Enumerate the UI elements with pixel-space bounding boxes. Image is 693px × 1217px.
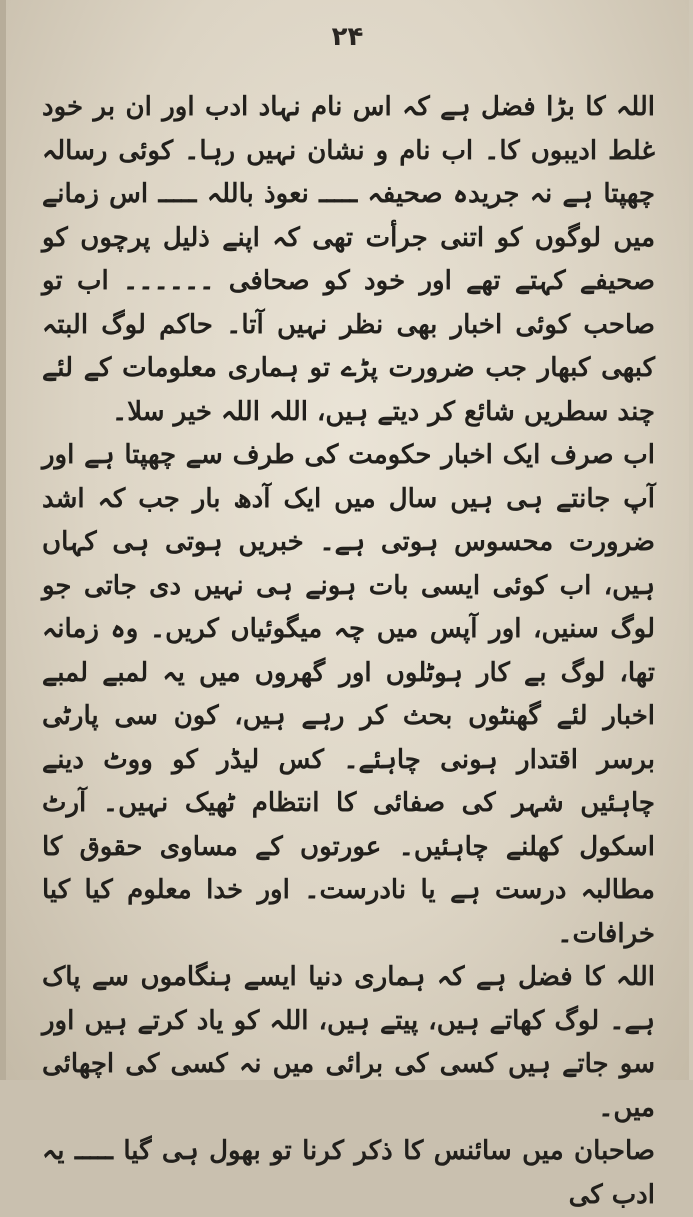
paragraph-2: اب صرف ایک اخبار حکومت کی طرف سے چھپتا ہے اور آپ جانتے ہی ہیں سال میں ایک آدھ بار جب کہ اشد ضرورت محسوس ہوتی ہے۔ خبریں ہوتی ہی کہاں ہیں، اب کوئی ایسی بات ہونے ہی نہیں دی جاتی جو لوگ سنیں، اور آپس میں چہ میگوئیاں کریں۔ وہ زمانہ تھا، لوگ بے کار ہوٹلوں اور گھروں میں یہ لمبے لمبے اخبار لئے گھنٹوں بحث کر رہے ہیں، کون سی پارٹی برسر اقتدار ہونی چاہئے۔ کس لیڈر کو ووٹ دینے چاہئیں شہر کی صفائی کا انتظام ٹھیک نہیں۔ آرٹ اسکول کھلنے چاہئیں۔ عورتوں کے مساوی حقوق کا مطالبہ درست ہے یا نادرست۔ اور خدا معلوم کیا کیا خرافات۔: [42, 440, 656, 949]
page-number: ۲۴: [331, 22, 364, 52]
paragraph-1: اللہ کا بڑا فضل ہے کہ اس نام نہاد ادب اور ان بر خود غلط ادیبوں کا۔ اب نام و نشان نہیں رہا۔ کوئی رسالہ چھپتا ہے نہ جریدہ صحیفہ ـــــ نعوذ باللہ ـــــ اس زمانے میں لوگوں کو اتنی جرأت تھی کہ اپنے ذلیل پرچوں کو صحیفے کہتے تھے اور خود کو صحافی ۔۔۔۔۔۔ اب تو صاحب کوئی اخبار بھی نظر نہیں آتا۔ حاکم لوگ البتہ کبھی کبھار جب ضرورت پڑے تو ہماری معلومات کے لئے چند سطریں شائع کر دیتے ہیں، اللہ اللہ خیر سلا۔: [42, 92, 655, 427]
paragraph-3: اللہ کا فضل ہے کہ ہماری دنیا ایسے ہنگاموں سے پاک ہے۔ لوگ کھاتے ہیں، پیتے ہیں، اللہ کو یاد کرتے ہیں اور سو جاتے ہیں کسی کی برائی میں نہ کسی کی اچھائی میں۔: [42, 962, 655, 1123]
paragraph-4: صاحبان میں سائنس کا ذکر کرنا تو بھول ہی گیا ـــــ یہ ادب کی: [42, 1136, 655, 1210]
body-text: [42, 86, 655, 1217]
